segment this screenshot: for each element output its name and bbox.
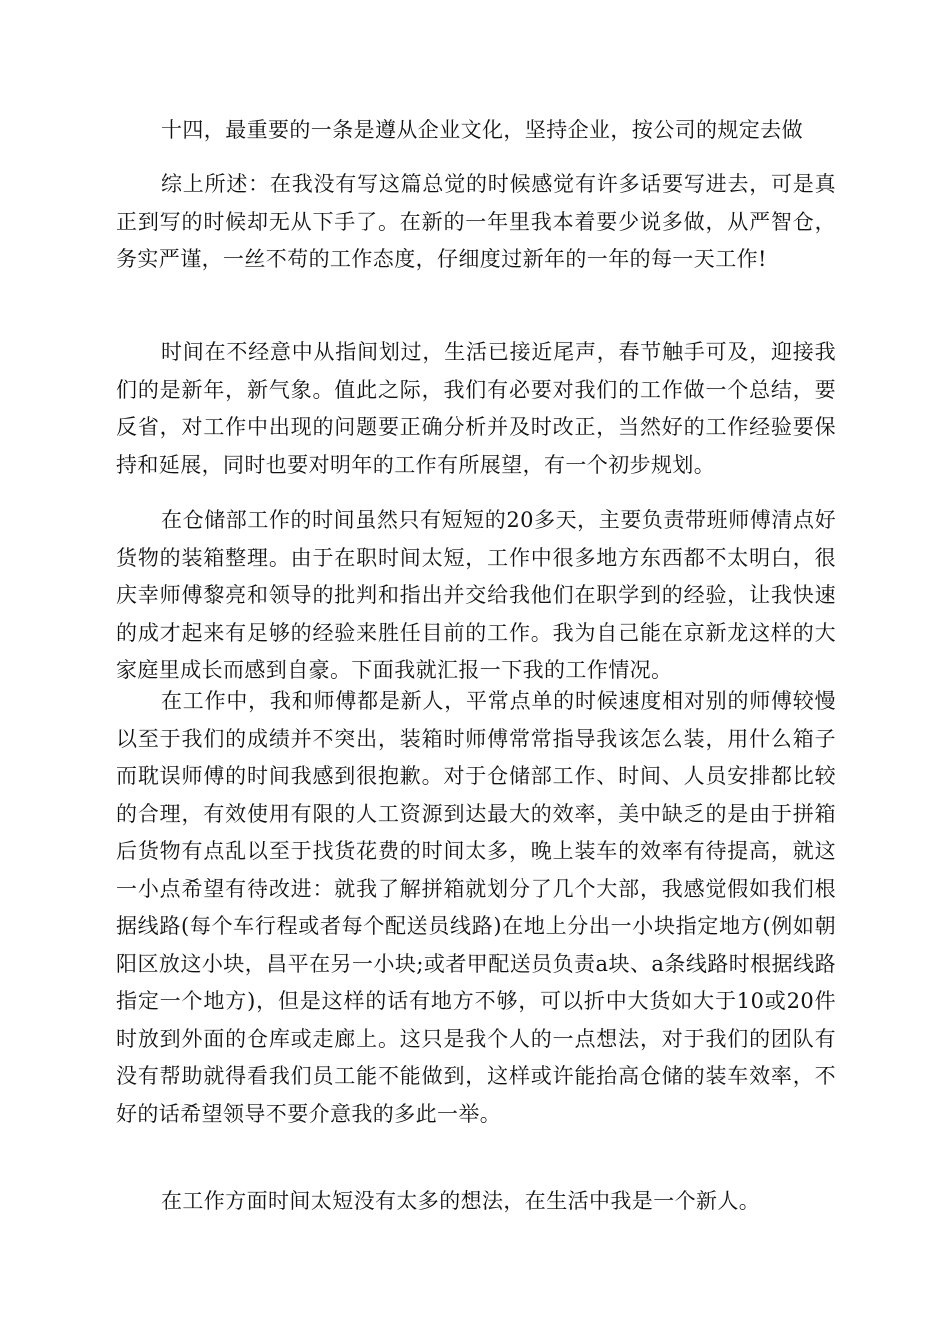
paragraph-warehouse: 在仓储部工作的时间虽然只有短短的20多天，主要负责带班师傅清点好货物的装箱整理。由于在职时间太短，工作中很多地方东西都不太明白，很庆幸师傅黎亮和领导的批判和指出并交给我他们在职学到的经验，让我快速的成才起来有足够的经验来胜任目前的工作。我为自己能在京新龙这样的大家庭里成长而感到自豪。下面我就汇报一下我的工作情况。 xyxy=(116,508,836,682)
paragraph-group-4 xyxy=(116,502,836,690)
paragraph-group-3 xyxy=(116,334,836,484)
paragraph-summary: 综上所述：在我没有写这篇总觉的时候感觉有许多话要写进去，可是真正到写的时候却无从下手了。在新的一年里我本着要少说多做，从严智仓，务实严谨，一丝不苟的工作态度，仔细度过新年的一年的每一天工作! xyxy=(116,172,836,271)
paragraph-group-6 xyxy=(116,1183,836,1221)
paragraph-closing: 在工作方面时间太短没有太多的想法，在生活中我是一个新人。 xyxy=(161,1189,761,1213)
paragraph-work-detail: 在工作中，我和师傅都是新人，平常点单的时候速度相对别的师傅较慢以至于我们的成绩并不突出，装箱时师傅常常指导我该怎么装，用什么箱子而耽误师傅的时间我感到很抱歉。对于仓储部工作、时间、人员安排都比较的合理，有效使用有限的人工资源到达最大的效率，美中缺乏的是由于拼箱后货物有点乱以至于找货花费的时间太多，晚上装车的效率有待提高，就这一小点希望有待改进：就我了解拼箱就划分了几个大部，我感觉假如我们根据线路(每个车行程或者每个配送员线路)在地上分出一小块指定地方(例如朝阳区放这小块，昌平在另一小块;或者甲配送员负责a块、a条线路时根据线路指定一个地方)，但是这样的话有地方不够，可以折中大货如大于10或20件时放到外面的仓库或走廊上。这只是我个人的一点想法，对于我们的团队有没有帮助就得看我们员工能不能做到，这样或许能抬高仓储的装车效率，不好的话希望领导不要介意我的多此一举。 xyxy=(116,689,836,1126)
paragraph-group-1 xyxy=(116,112,836,150)
paragraph-item-14: 十四，最重要的一条是遵从企业文化，坚持企业，按公司的规定去做 xyxy=(161,118,803,142)
paragraph-group-2 xyxy=(116,166,836,279)
paragraph-group-5 xyxy=(116,683,836,1133)
paragraph-intro: 时间在不经意中从指间划过，生活已接近尾声，春节触手可及，迎接我们的是新年，新气象。值此之际，我们有必要对我们的工作做一个总结，要反省，对工作中出现的问题要正确分析并及时改正，当然好的工作经验要保持和延展，同时也要对明年的工作有所展望，有一个初步规划。 xyxy=(116,340,836,477)
